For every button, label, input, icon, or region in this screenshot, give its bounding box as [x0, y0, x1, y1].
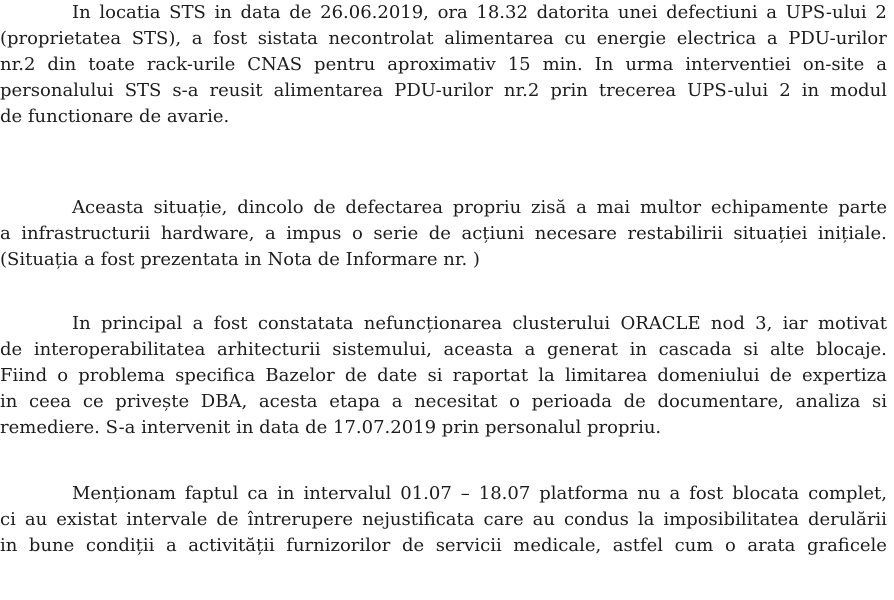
text-line	[0, 313, 894, 339]
line-text: Menționam faptul ca in intervalul 01.07 – 18.07 platforma nu a fost blocata complet,	[72, 483, 887, 504]
line-text: de interoperabilitatea arhitecturii sistemului, aceasta a generat in cascada si alte blocaje.	[0, 339, 887, 360]
text-line	[0, 106, 894, 132]
line-text: In principal a fost constatata nefuncționarea clusterului ORACLE nod 3, iar motivat	[72, 313, 887, 334]
text-line	[0, 391, 894, 417]
text-line	[0, 535, 894, 561]
text-line	[0, 28, 894, 54]
paragraph-ups-failure	[0, 2, 894, 132]
paragraph-situation	[0, 197, 894, 275]
line-text: nr.2 din toate rack-urile CNAS pentru aproximativ 15 min. In urma interventiei on-site a	[0, 54, 887, 75]
line-text: remediere. S-a intervenit in data de 17.07.2019 prin personalul propriu.	[0, 417, 662, 438]
line-text: a infrastructurii hardware, a impus o serie de acțiuni necesare restabilirii situației inițiale.	[0, 223, 887, 244]
text-line	[0, 54, 894, 80]
line-text: in bune condiții a activității furnizorilor de servicii medicale, astfel cum o arata graficele	[0, 535, 887, 556]
paragraph-platform-intervals	[0, 483, 894, 561]
text-line	[0, 417, 894, 443]
text-line	[0, 339, 894, 365]
paragraph-oracle-cluster	[0, 313, 894, 443]
text-line	[0, 223, 894, 249]
line-text: ci au existat intervale de întrerupere nejustificata care au condus la imposibilitatea derulării	[0, 509, 887, 530]
text-line	[0, 365, 894, 391]
line-text: de functionare de avarie.	[0, 106, 230, 127]
text-line	[0, 509, 894, 535]
text-line	[0, 80, 894, 106]
line-text: in ceea ce privește DBA, acesta etapa a necesitat o perioada de documentare, analiza si	[0, 391, 887, 412]
text-line	[0, 249, 894, 275]
line-text: personalului STS s-a reusit alimentarea PDU-urilor nr.2 prin trecerea UPS-ului 2 in modul	[0, 80, 887, 101]
text-line	[0, 483, 894, 509]
line-text: (Situația a fost prezentata in Nota de Informare nr. )	[0, 249, 480, 270]
line-text: In locatia STS in data de 26.06.2019, ora 18.32 datorita unei defectiuni a UPS-ului 2	[72, 2, 887, 23]
text-line	[0, 2, 894, 28]
line-text: Fiind o problema specifica Bazelor de date si raportat la limitarea domeniului de expertiza	[0, 365, 887, 386]
line-text: Aceasta situație, dincolo de defectarea propriu zisă a mai multor echipamente parte	[72, 197, 887, 218]
line-text: (proprietatea STS), a fost sistata necontrolat alimentarea cu energie electrica a PDU-urilor	[0, 28, 887, 49]
text-line	[0, 197, 894, 223]
